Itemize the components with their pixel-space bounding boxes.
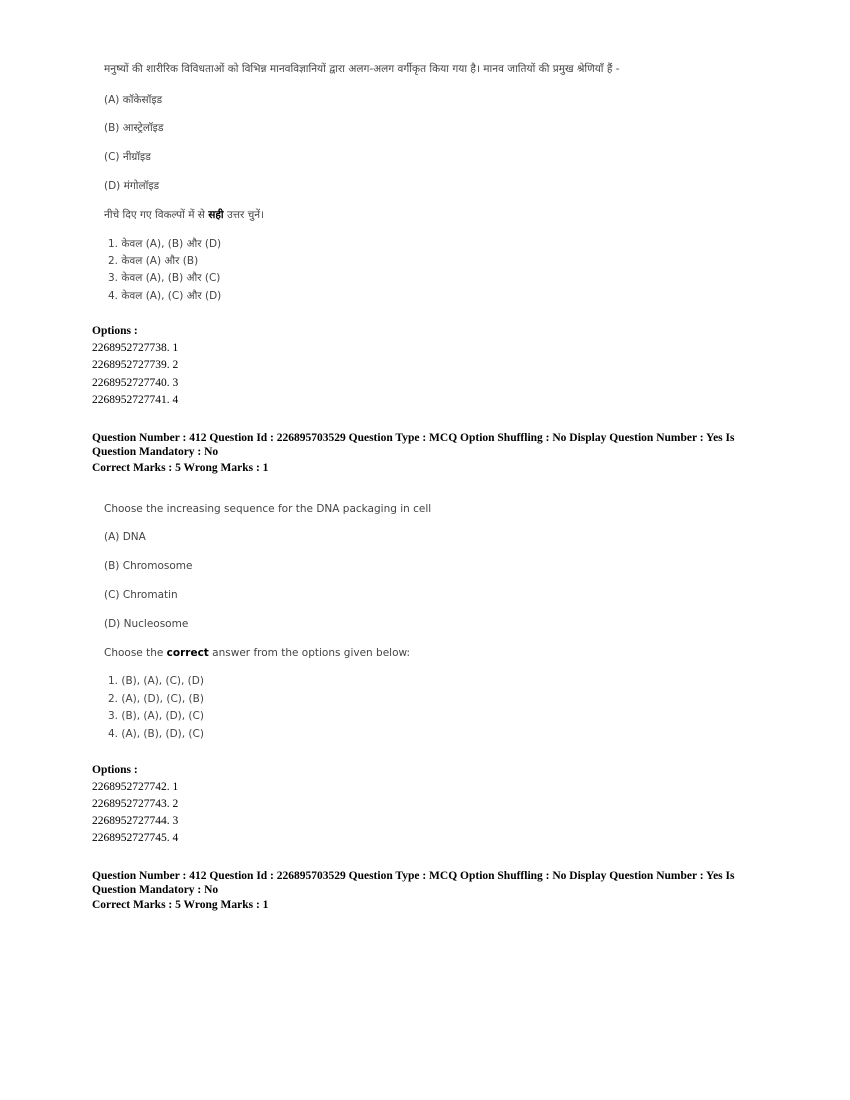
question-2-instruction (104, 647, 410, 659)
question-meta-1-line-2: Question Mandatory : No (92, 446, 219, 458)
options-1-line-1: 2268952727738. 1 (92, 342, 179, 354)
question-2-item-d: (D) Nucleosome (104, 618, 189, 630)
question-2-choice-1: 1. (B), (A), (C), (D) (108, 675, 204, 687)
question-1-choice-4: 4. केवल (A), (C) और (D) (108, 290, 222, 302)
question-2-choice-2: 2. (A), (D), (C), (B) (108, 693, 204, 705)
question-1-instruction-pre: नीचे दिए गए विकल्पों में से (104, 209, 209, 221)
question-2-intro: Choose the increasing sequence for the DNA packaging in cell (104, 503, 432, 515)
question-1-instruction-post: उत्तर चुनें। (223, 209, 265, 221)
question-2-choice-4: 4. (A), (B), (D), (C) (108, 728, 204, 740)
question-meta-1-line-1: Question Number : 412 Question Id : 226895703529 Question Type : MCQ Option Shuffling : No Display Question Number : Yes Is (92, 432, 735, 444)
options-2-label: Options : (92, 764, 138, 776)
options-1-line-2: 2268952727739. 2 (92, 359, 179, 371)
options-1-line-3: 2268952727740. 3 (92, 377, 179, 389)
question-meta-1-line-3: Correct Marks : 5 Wrong Marks : 1 (92, 462, 269, 474)
question-2-item-a: (A) DNA (104, 531, 146, 543)
question-2-instruction-post: answer from the options given below: (208, 647, 411, 659)
question-1-choice-1: 1. केवल (A), (B) और (D) (108, 238, 222, 250)
options-2-line-3: 2268952727744. 3 (92, 815, 179, 827)
question-1-item-a: (A) कॉकेसॉइड (104, 94, 163, 106)
question-meta-2-line-1: Question Number : 412 Question Id : 226895703529 Question Type : MCQ Option Shuffling : No Display Question Number : Yes Is (92, 870, 735, 882)
question-2-instruction-bold: correct (166, 647, 209, 659)
question-1-item-c: (C) नीग्रॉइड (104, 151, 151, 163)
options-1-line-4: 2268952727741. 4 (92, 394, 179, 406)
question-meta-2-line-3: Correct Marks : 5 Wrong Marks : 1 (92, 899, 269, 911)
question-1-instruction-bold: सही (208, 209, 224, 221)
question-1-choice-2: 2. केवल (A) और (B) (108, 255, 199, 267)
question-2-choice-3: 3. (B), (A), (D), (C) (108, 710, 204, 722)
question-2-instruction-pre: Choose the (104, 647, 167, 659)
options-2-line-4: 2268952727745. 4 (92, 832, 179, 844)
question-1-instruction (104, 208, 264, 222)
question-meta-2-line-2: Question Mandatory : No (92, 884, 219, 896)
question-2-item-c: (C) Chromatin (104, 589, 178, 601)
question-1-choice-3: 3. केवल (A), (B) और (C) (108, 272, 221, 284)
options-1-label: Options : (92, 325, 138, 337)
question-2-item-b: (B) Chromosome (104, 560, 193, 572)
options-2-line-2: 2268952727743. 2 (92, 798, 179, 810)
question-1-intro: मनुष्यों की शारीरिक विविधताओं को विभिन्न मानवविज्ञानियों द्वारा अलग-अलग वर्गीकृत किया गया है। मानव जातियों की प्रमुख श्रेणियाँ हैं - (104, 63, 620, 75)
question-1-item-b: (B) आस्ट्रेलॉइड (104, 122, 164, 134)
question-1-item-d: (D) मंगोलॉइड (104, 180, 160, 192)
options-2-line-1: 2268952727742. 1 (92, 781, 179, 793)
